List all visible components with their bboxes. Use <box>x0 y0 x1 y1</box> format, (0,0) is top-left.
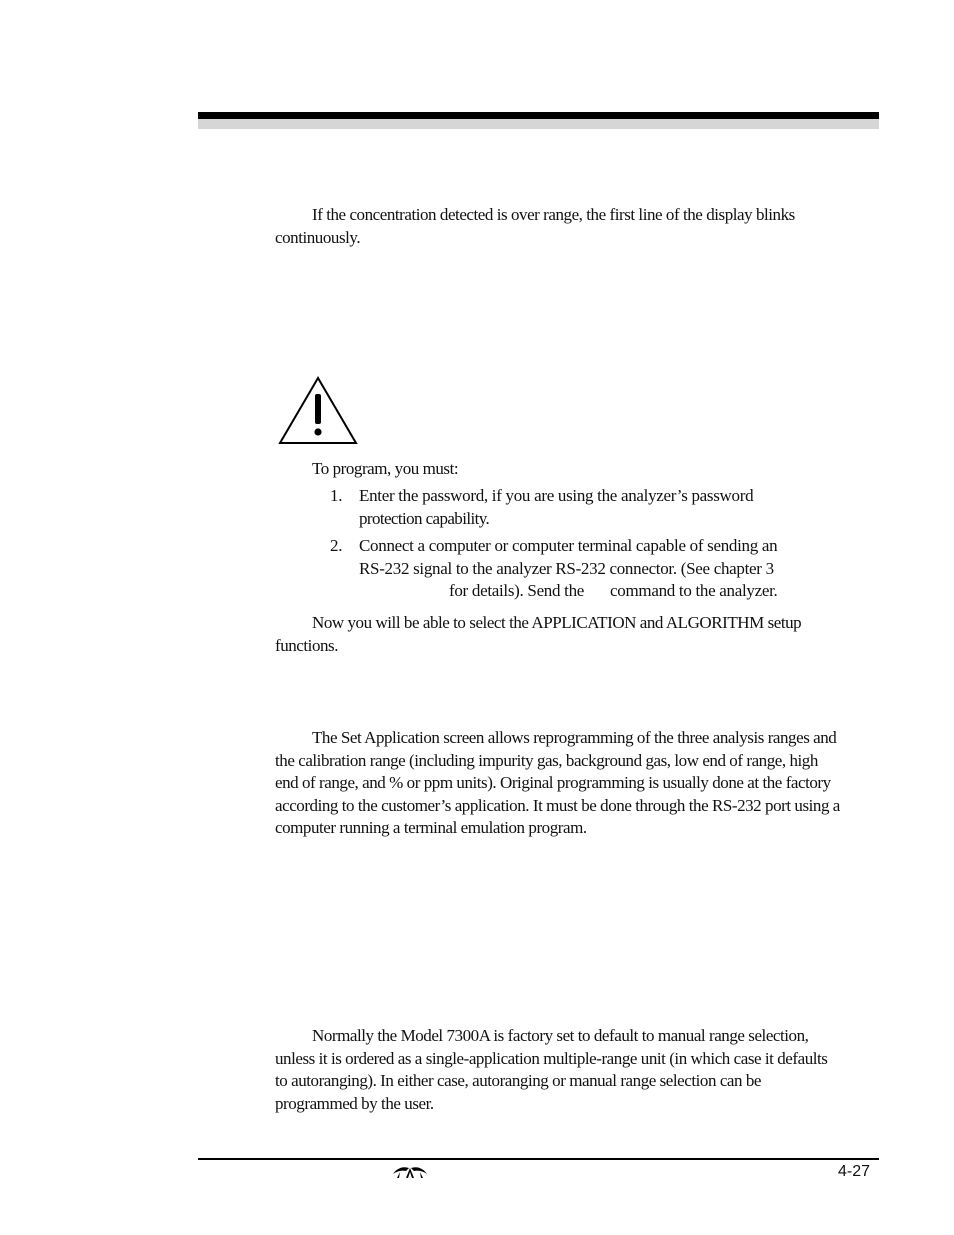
footer-rule <box>198 1158 879 1160</box>
paragraph-normally: Normally the Model 7300A is factory set to default to manual range selection, unless it is ordered as a single-application multiple-range unit (in which case it defaults to autoranging). In either case, autoranging or manual range selection can be programmed by the user. <box>275 1026 828 1113</box>
list-item: 2. Connect a computer or computer terminal capable of sending an RS-232 signal to the analyzer RS-232 connector. (See chapter 3 for details). Send the command to the analyzer. <box>330 536 778 600</box>
steps-list <box>330 485 840 603</box>
list-item: 1. Enter the password, if you are using the analyzer’s password protection capability. <box>330 486 754 528</box>
paragraph-over-range: If the concentration detected is over range, the first line of the display blinks continuously. <box>275 205 795 247</box>
teledyne-logo-icon <box>392 1165 428 1179</box>
warning-triangle-icon <box>278 376 358 446</box>
page-number: 4-27 <box>838 1163 871 1180</box>
paragraph-to-program: To program, you must: <box>312 459 459 478</box>
paragraph-now-select: Now you will be able to select the APPLICATION and ALGORITHM setup functions. <box>275 613 802 655</box>
header-rule <box>198 112 879 119</box>
header-rule-shade <box>198 119 879 129</box>
paragraph-set-application: The Set Application screen allows reprogramming of the three analysis ranges and the calibration range (including impurity gas, background gas, low end of range, high end of range, and % or ppm units). Original programming is usually done at the factory according to the customer’s application. It must be done through the RS-232 port using a computer running a terminal emulation program. <box>275 728 840 837</box>
